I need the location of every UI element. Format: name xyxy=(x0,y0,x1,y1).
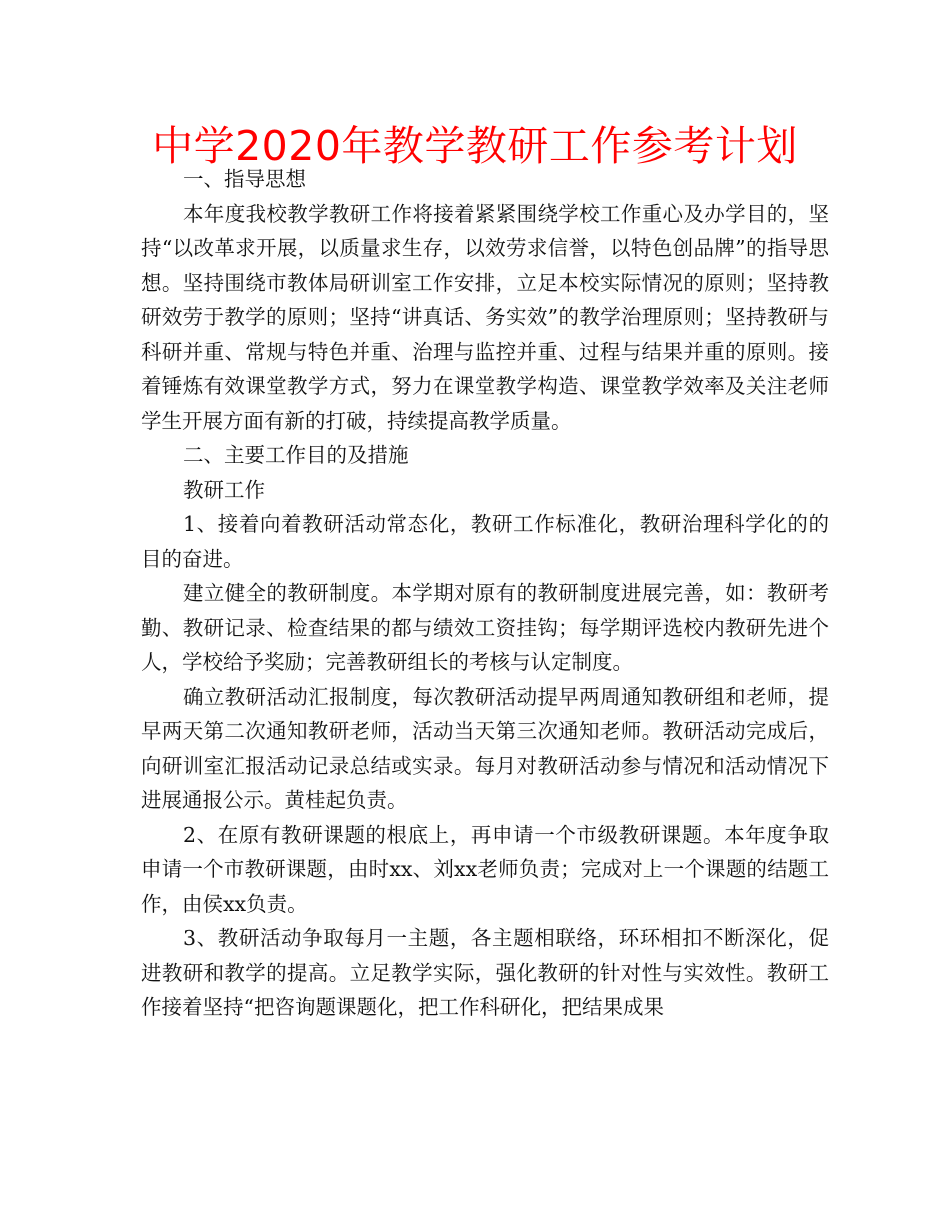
document-title: 中学2020年教学教研工作参考计划 xyxy=(152,122,798,170)
section-heading-guiding-ideology: 一、指导思想 xyxy=(183,167,306,191)
paragraph-item-3: 3、教研活动争取每月一主题，各主题相联络，环环相扣不断深化，促进教研和教学的提高。立足教学实际，强化教研的针对性与实效性。教研工作接着坚持“把咨询题课题化，把工作科研化，把结果成果 xyxy=(141,926,829,1019)
paragraph-research-system: 建立健全的教研制度。本学期对原有的教研制度进展完善，如：教研考勤、教研记录、检查结果的都与绩效工资挂钩；每学期评选校内教研先进个人，学校给予奖励；完善教研组长的考核与认定制度。 xyxy=(141,581,829,674)
paragraph-item-2: 2、在原有教研课题的根底上，再申请一个市级教研课题。本年度争取申请一个市教研课题，由时xx、刘xx老师负责；完成对上一个课题的结题工作，由侯xx负责。 xyxy=(141,822,829,916)
paragraph-reporting-system: 确立教研活动汇报制度，每次教研活动提早两周通知教研组和老师，提早两天第二次通知教研老师，活动当天第三次通知老师。教研活动完成后，向研训室汇报活动记录总结或实录。每月对教研活动参与情况和活动情况下进展通报公示。黄桂起负责。 xyxy=(141,684,829,812)
document-body xyxy=(141,162,829,1025)
subsection-heading-research-work: 教研工作 xyxy=(183,477,265,502)
paragraph-item-1: 1、接着向着教研活动常态化，教研工作标准化，教研治理科学化的的目的奋进。 xyxy=(141,512,829,571)
section-heading-main-goals: 二、主要工作目的及措施 xyxy=(183,443,409,467)
paragraph-guiding-ideology: 本年度我校教学教研工作将接着紧紧围绕学校工作重心及办学目的，坚持“以改革求开展，以质量求生存，以效劳求信誉，以特色创品牌”的指导思想。坚持围绕市教体局研训室工作安排，立足本校实际情况的原则；坚持教研效劳于教学的原则；坚持“讲真话、务实效”的教学治理原则；坚持教研与科研并重、常规与特色并重、治理与监控并重、过程与结果并重的原则。接着锤炼有效课堂教学方式，努力在课堂教学构造、课堂教学效率及关注老师学生开展方面有新的打破，持续提高教学质量。 xyxy=(141,201,829,433)
